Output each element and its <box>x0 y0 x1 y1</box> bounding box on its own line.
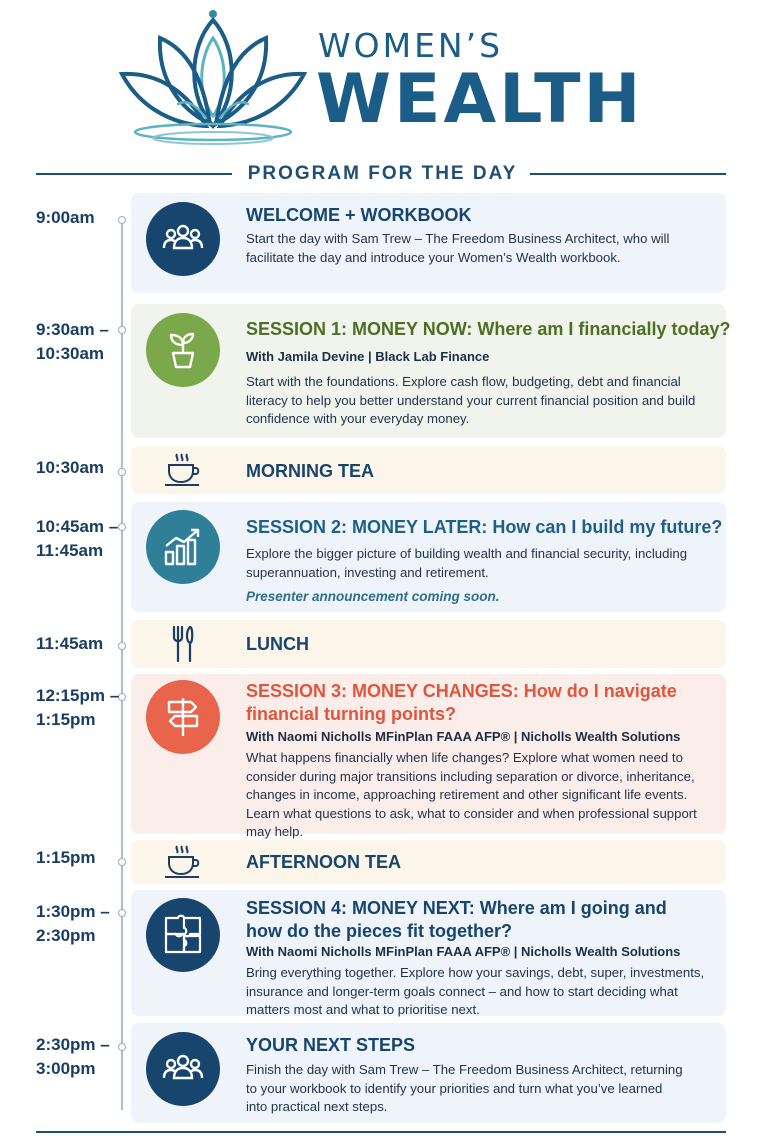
item-description: Finish the day with Sam Trew – The Freedom Business Architect, returning to your workbook to identify your priorities and turn what you’ve learned into practical next steps. <box>246 1062 683 1114</box>
time-label: 10:30am <box>36 458 105 477</box>
people-icon <box>146 1032 220 1106</box>
session-title: SESSION 1: MONEY NOW: Where am I financially today? <box>246 319 731 339</box>
item-description: What happens financially when life changes? Explore what women need to consider during major transitions including separation or divorce, inheritance, changes in income, approaching retirement and other significant life events. Learn what questions to ask, what to consider and when professional support may help. <box>246 750 697 839</box>
schedule-card <box>131 446 726 494</box>
time-label: 11:45am <box>36 634 104 653</box>
puzzle-icon <box>146 898 220 972</box>
session-title: SESSION 3: MONEY CHANGES: How do I navigate financial turning points? <box>246 681 677 724</box>
time-label: 9:30am – 10:30am <box>36 320 109 363</box>
session-title: SESSION 2: MONEY LATER: How can I build my future? <box>246 517 723 537</box>
growth-chart-icon <box>146 510 220 584</box>
item-description: Start the day with Sam Trew – The Freedom Business Architect, who will facilitate the day and introduce your Women’s Wealth workbook. <box>246 231 670 265</box>
brand-title: WEALTH <box>316 60 644 139</box>
item-title: MORNING TEA <box>246 461 374 481</box>
signpost-icon <box>146 680 220 754</box>
item-title: YOUR NEXT STEPS <box>246 1035 416 1055</box>
time-label: 1:30pm – 2:30pm <box>36 902 110 945</box>
program-title: PROGRAM FOR THE DAY <box>247 163 518 184</box>
item-description: Explore the bigger picture of building wealth and financial security, including superannuation, investing and retirement. <box>246 546 688 580</box>
presenter-text: With Jamila Devine | Black Lab Finance <box>246 349 490 364</box>
session-title: SESSION 4: MONEY NEXT: Where am I going and how do the pieces fit together? <box>246 898 667 941</box>
fork-knife-icon <box>160 624 206 664</box>
lotus-logo-icon <box>118 8 308 150</box>
people-icon <box>146 202 220 276</box>
presenter-text: With Naomi Nicholls MFinPlan FAAA AFP® | Nicholls Wealth Solutions <box>246 729 681 744</box>
item-title: WELCOME + WORKBOOK <box>246 205 472 225</box>
schedule-card <box>131 840 726 884</box>
plant-pot-icon <box>146 313 220 387</box>
item-title: AFTERNOON TEA <box>246 852 401 872</box>
time-label: 10:45am – 11:45am <box>36 517 119 560</box>
item-description: Bring everything together. Explore how your savings, debt, super, investments, insurance and longer-term goals connect – and how to start deciding what matters most and what to prioritise next. <box>246 965 705 1017</box>
brand-top-text: WOMEN’S <box>318 26 504 65</box>
header <box>0 0 765 150</box>
time-label: 1:15pm <box>36 848 96 867</box>
presenter-note: Presenter announcement coming soon. <box>246 589 500 604</box>
time-label: 2:30pm – 3:00pm <box>36 1035 110 1078</box>
presenter-text: With Naomi Nicholls MFinPlan FAAA AFP® | Nicholls Wealth Solutions <box>246 944 681 959</box>
teacup-icon <box>160 842 206 882</box>
item-description: Start with the foundations. Explore cash flow, budgeting, debt and financial literacy to help you better understand your current financial position and build confidence with your everyday money. <box>246 374 696 426</box>
item-title: LUNCH <box>246 634 309 654</box>
time-label: 9:00am <box>36 208 95 227</box>
bottom-divider <box>36 1131 726 1133</box>
time-label: 12:15pm – 1:15pm <box>36 686 120 729</box>
teacup-icon <box>160 450 206 490</box>
schedule-card <box>131 620 726 668</box>
